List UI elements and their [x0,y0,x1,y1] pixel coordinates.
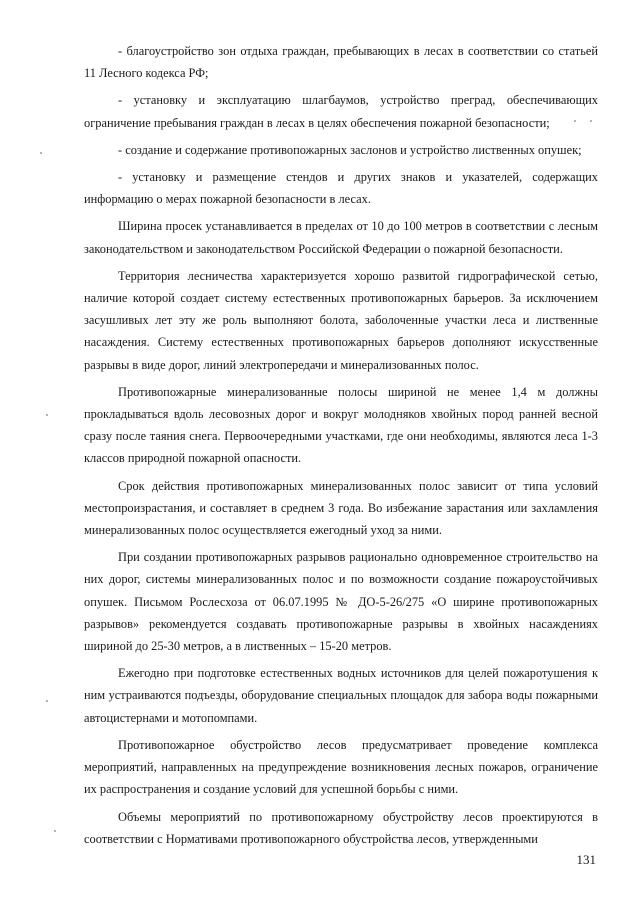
paragraph-fire-prevention: Противопожарное обустройство лесов предусматривает проведение комплекса мероприятий, направленных на предупреждение возникновения лесных пожаров, ограничение их распространения и создание условий для успешной борьбы с ними. [84,737,598,797]
paragraph-natural-barriers: Территория лесничества характеризуется хорошо развитой гидрографической сетью, наличие которой создает систему естественных противопожарных барьеров. За исключением засушливых лет эту же роль выполняют болота, заболоченные участки леса и лиственные насаждения. Систему естественных противопожарных барьеров дополняют искусственные разрывы в виде дорог, линий электропередачи и минерализованных полос. [84,268,598,372]
paragraph-volumes: Объемы мероприятий по противопожарному обустройству лесов проектируются в соответствии с Нормативами противопожарного обустройства лесов, утвержденными [84,809,598,846]
paragraph-mineralized-strips: Противопожарные минерализованные полосы шириной не менее 1,4 м должны прокладываться вдоль лесовозных дорог и вокруг молодняков хвойных пород ранней весной сразу после таяния снега. Первоочередными участками, где они необходимы, являются леса 1-3 классов природной пожарной опасности. [84,384,598,466]
paragraph-bullet-barriers: - установку и эксплуатацию шлагбаумов, устройство преград, обеспечивающих ограничение пребывания граждан в лесах в целях обеспечения пожарной безопасности; [84,93,598,130]
paragraph-strip-duration: Срок действия противопожарных минерализованных полос зависит от типа условий местопроизрастания, и составляет в среднем 3 года. Во избежание зарастания или захламления минерализованных полос осуществляется ежегодный уход за ними. [84,478,598,538]
paragraph-bullet-recreation-zones: - благоустройство зон отдыха граждан, пребывающих в лесах в соответствии со статьей 11 Лесного кодекса РФ; [84,44,598,81]
scan-speck [46,700,48,702]
page-number: 131 [576,852,596,867]
paragraph-bullet-firebreaks: - создание и содержание противопожарных заслонов и устройство лиственных опушек; [118,142,582,157]
paragraph-water-sources: Ежегодно при подготовке естественных водных источников для целей пожаротушения к ним устраиваются подъезды, оборудование специальных площадок для забора воды пожарными автоцистернами и мотопомпами. [84,666,598,725]
scan-speck [40,152,42,154]
scan-speck [54,830,56,832]
scan-speck [574,120,576,122]
paragraph-clearing-width: Ширина просек устанавливается в пределах от 10 до 100 метров в соответствии с лесным законодательством и законодательством Российской Федерации о пожарной безопасности. [84,219,598,256]
paragraph-bullet-signs: - установку и размещение стендов и других знаков и указателей, содержащих информацию о мерах пожарной безопасности в лесах. [84,170,598,207]
body-text [84,40,598,855]
scan-speck [590,120,592,122]
paragraph-firebreak-construction: При создании противопожарных разрывов рационально одновременное строительство на них дорог, системы минерализованных полос и по возможности создание пожароустойчивых опушек. Письмом Рослесхоза от 06.07.1995 № ДО-5-26/275 «О ширине противопожарных разрывов» рекомендуется создавать противопожарные разрывы в хвойных насаждениях шириной до 25-30 метров, а в лиственных – 15-20 метров. [84,550,598,654]
scan-speck [46,414,48,416]
